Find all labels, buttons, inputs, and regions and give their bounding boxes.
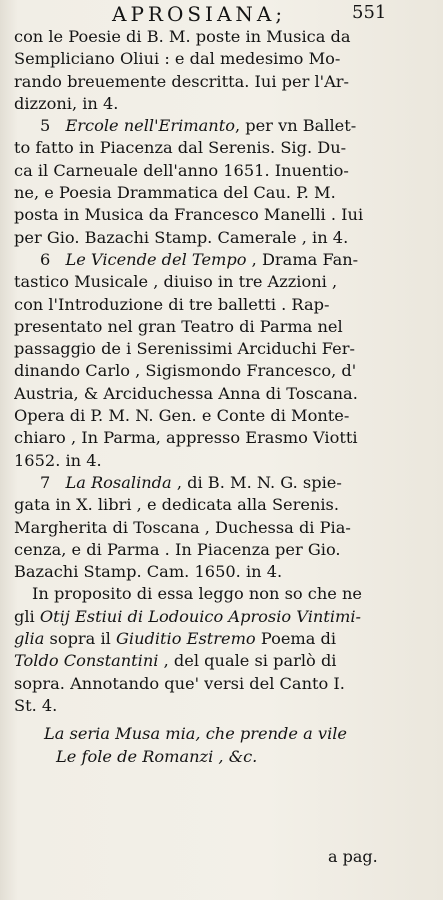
- italic-title: Toldo Constantini: [14, 651, 159, 671]
- text-line: [14, 650, 434, 672]
- text-run: presentato nel gran Teatro di Parma nel: [14, 316, 343, 336]
- text-run: dizzoni, in 4.: [14, 93, 119, 113]
- text-run: Bazachi Stamp. Cam. 1650. in 4.: [14, 562, 283, 582]
- text-run: , del quale si parlò di: [158, 651, 337, 671]
- italic-title: glia: [14, 629, 45, 649]
- text-run: rando breuemente descritta. Iui per l'Ar-: [14, 71, 350, 91]
- text-run: 1652. in 4.: [14, 450, 102, 470]
- text-line: [14, 294, 434, 316]
- text-line: [14, 360, 434, 382]
- verse-line: Le fole de Romanzi , &c.: [56, 746, 258, 766]
- text-run: posta in Musica da Francesco Manelli . Iui: [14, 205, 364, 225]
- text-line: [14, 48, 434, 70]
- text-line: [14, 383, 434, 405]
- entry-number: 5: [40, 116, 56, 136]
- text-run: , Drama Fan-: [246, 249, 359, 269]
- body-text: [14, 26, 434, 768]
- text-line: [14, 628, 434, 650]
- text-run: Opera di P. M. N. Gen. e Conte di Monte-: [14, 406, 350, 426]
- verse-line: La seria Musa mia, che prende a vile: [44, 724, 348, 744]
- text-line: [14, 115, 434, 137]
- text-run: ca il Carneuale dell'anno 1651. Inuentio-: [14, 160, 349, 180]
- text-line: [14, 26, 434, 48]
- text-run: , di B. M. N. G. spie-: [171, 472, 342, 492]
- text-run: gli: [14, 606, 40, 626]
- entry-number: 7: [40, 472, 56, 492]
- text-run: con l'Introduzione di tre balletti . Rap-: [14, 294, 330, 314]
- text-line: [14, 494, 434, 516]
- text-run: Poema di: [255, 629, 337, 649]
- text-run: per Gio. Bazachi Stamp. Camerale , in 4.: [14, 227, 349, 247]
- text-line: [14, 71, 434, 93]
- text-line: [14, 539, 434, 561]
- text-run: Sempliciano Oliui : e dal medesimo Mo-: [14, 49, 341, 69]
- text-line: [14, 517, 434, 539]
- text-line: [14, 427, 434, 449]
- text-line: [14, 338, 434, 360]
- text-run: gata in X. libri , e dedicata alla Serenis.: [14, 495, 340, 515]
- text-run: to fatto in Piacenza dal Serenis. Sig. Du-: [14, 138, 347, 158]
- italic-title: Le Vicende del Tempo: [65, 249, 247, 269]
- text-run: In proposito di essa leggo non so che ne: [32, 584, 363, 604]
- italic-title: La Rosalinda: [65, 472, 172, 492]
- entry-number: 6: [40, 249, 56, 269]
- text-run: tastico Musicale , diuiso in tre Azzioni ,: [14, 272, 338, 292]
- text-line: [14, 204, 434, 226]
- text-line: [14, 450, 434, 472]
- text-run: cenza, e di Parma . In Piacenza per Gio.: [14, 539, 341, 559]
- text-run: Margherita di Toscana , Duchessa di Pia-: [14, 517, 351, 537]
- text-run: chiaro , In Parma, appresso Erasmo Viotti: [14, 428, 358, 448]
- text-line: [14, 160, 434, 182]
- text-run: sopra il: [44, 629, 116, 649]
- text-line: [14, 405, 434, 427]
- text-line: [14, 472, 434, 494]
- text-run: passaggio de i Serenissimi Arciduchi Fer-: [14, 339, 355, 359]
- page-header: [0, 0, 443, 26]
- text-line: [14, 93, 434, 115]
- text-line: [14, 316, 434, 338]
- italic-title: Otij Estiui di Lodouico Aprosio Vintimi-: [39, 606, 361, 626]
- text-run: Austria, & Arciduchessa Anna di Toscana.: [14, 383, 358, 403]
- running-title: APROSIANA;: [112, 2, 287, 26]
- italic-title: Ercole nell'Erimanto: [65, 116, 235, 136]
- text-run: , per vn Ballet-: [234, 116, 357, 136]
- text-line: [14, 583, 434, 605]
- italic-title: Giuditio Estremo: [115, 629, 256, 649]
- text-line: [14, 137, 434, 159]
- text-line: [14, 182, 434, 204]
- text-line: [14, 271, 434, 293]
- text-line: [14, 695, 434, 717]
- text-line: [14, 606, 434, 628]
- text-line: [14, 249, 434, 271]
- catchword: a pag.: [328, 847, 378, 866]
- page-number: 551: [352, 2, 387, 23]
- text-run: sopra. Annotando que' versi del Canto I.: [14, 673, 345, 693]
- text-run: ne, e Poesia Drammatica del Cau. P. M.: [14, 183, 336, 203]
- text-run: con le Poesie di B. M. poste in Musica da: [14, 27, 351, 46]
- text-run: St. 4.: [14, 695, 58, 715]
- text-line: [14, 561, 434, 583]
- text-run: dinando Carlo , Sigismondo Francesco, d': [14, 361, 357, 381]
- text-line: [14, 673, 434, 695]
- text-line: [14, 227, 434, 249]
